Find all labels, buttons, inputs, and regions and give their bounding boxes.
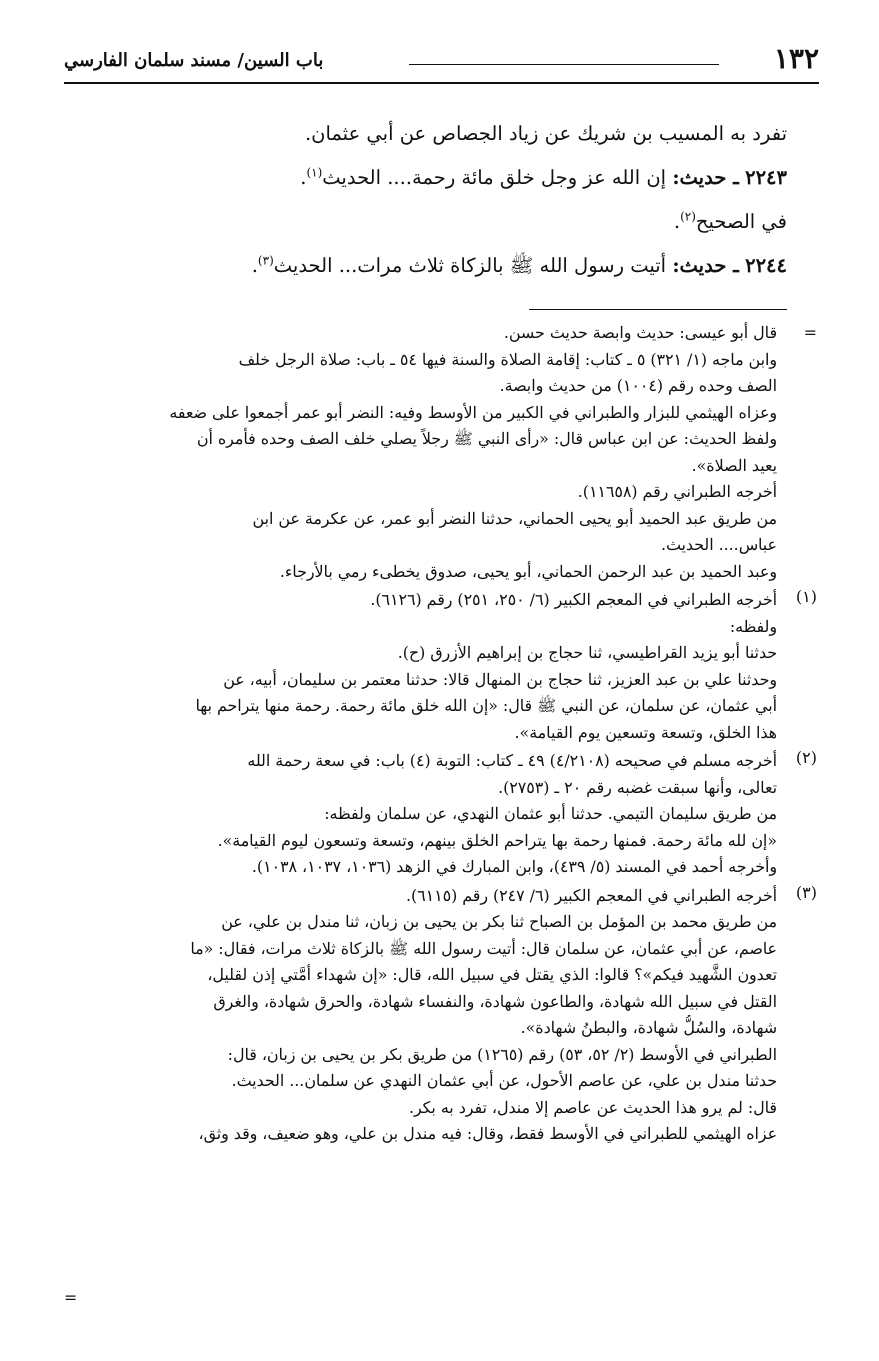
footnote-3 — [64, 883, 819, 1148]
footnote-line: الصف وحده رقم (١٠٠٤) من حديث وابصة. — [499, 376, 777, 395]
footnote-line: الطبراني في الأوسط (٢/ ٥٢، ٥٣) رقم (١٢٦٥) من طريق بكر بن يحيى بن زبان، قال: — [227, 1044, 777, 1064]
footnote-line: تعدون الشَّهيد فيكم»؟ قالوا: الذي يقتل في سبيل الله، قال: «إن شهداء أمَّتي إذن لقليل، — [207, 965, 777, 984]
footnote-line: شهادة، والسُلُّ شهادة، والبطنُ شهادة». — [520, 1018, 777, 1037]
hadith-number: ٢٢٤٣ — [745, 166, 787, 189]
continuation-mark: = — [803, 323, 817, 342]
footnote-line: عزاه الهيثمي للطبراني في الأوسط فقط، وقال: فيه مندل بن علي، وهو ضعيف، وقد وثق، — [198, 1124, 777, 1143]
footnote-line: أخرجه الطبراني في المعجم الكبير (٦/ ٢٤٧) رقم (٦١١٥). — [405, 885, 777, 905]
footnote-line: وعبد الحميد بن عبد الرحمن الحماني، أبو يحيى، صدوق يخطىء رمي بالأرجاء. — [279, 561, 777, 581]
footnotes — [64, 320, 819, 1150]
footnote-line: وأخرجه أحمد في المسند (٥/ ٤٣٩)، وابن المبارك في الزهد (١٠٣٦، ١٠٣٧، ١٠٣٨). — [251, 857, 777, 876]
page-number: ١٣٢ — [773, 42, 819, 75]
footnote-ref: (١) — [306, 165, 323, 180]
footnote-line: قال أبو عيسى: حديث وابصة حديث حسن. — [503, 323, 777, 342]
footnote-line: أبي عثمان، عن سلمان، عن النبي ﷺ قال: «إن الله خلق مائة رحمة. رحمة منها يتراحم بها — [195, 696, 777, 715]
hadith-2244: ٢٢٤٤ ـ حديث: أتيت رسول الله ﷺ بالزكاة ثلاث مرات... الحديث$^{(٣)}$. — [251, 253, 787, 277]
hadith-text: أتيت رسول الله ﷺ بالزكاة ثلاث مرات... الحديث — [273, 254, 667, 277]
page-header — [64, 40, 819, 80]
footnote-line: أخرجه الطبراني في المعجم الكبير (٦/ ٢٥٠، ٢٥١) رقم (٦١٢٦). — [370, 590, 777, 609]
footnote-line: ولفظ الحديث: عن ابن عباس قال: «رأى النبي ﷺ رجلاً يصلي خلف الصف وحده فأمره أن — [196, 429, 777, 448]
header-dash-line — [409, 64, 719, 65]
footnote-1 — [64, 587, 819, 746]
footnote-line: عاصم، عن أبي عثمان، عن سلمان قال: أتيت رسول الله ﷺ بالزكاة ثلاث مرات، فقال: «ما — [190, 938, 777, 958]
footnote-line: وابن ماجه (١/ ٣٢١) ٥ ـ كتاب: إقامة الصلاة والسنة فيها ٥٤ ـ باب: صلاة الرجل خلف — [238, 349, 777, 369]
main-line-3: في الصحيح$^{(٢)}$. — [673, 209, 787, 233]
hadith-2243: ٢٢٤٣ ـ حديث: إن الله عز وجل خلق مائة رحمة.... الحديث$^{(١)}$. — [300, 165, 787, 189]
footnote-continuation — [64, 320, 819, 585]
hadith-number: ٢٢٤٤ — [745, 254, 787, 277]
footnote-line: وحدثنا علي بن عبد العزيز، ثنا حجاج بن المنهال قالا: حدثنا معتمر بن سليمان، أبيه، عن — [223, 669, 777, 689]
footnote-line: «إن لله مائة رحمة. فمنها رحمة بها يتراحم الخلق بينهم، وتسعة وتسعون ليوم القيامة». — [217, 830, 777, 850]
footnote-2 — [64, 748, 819, 881]
hadith-label: ـ حديث: — [672, 254, 739, 277]
running-title: باب السين/ مسند سلمان الفارسي — [64, 50, 324, 71]
footnote-line: يعيد الصلاة». — [691, 455, 777, 475]
footnote-line: هذا الخلق، وتسعة وتسعين يوم القيامة». — [514, 722, 777, 742]
hadith-text: إن الله عز وجل خلق مائة رحمة.... الحديث — [322, 166, 667, 189]
footnote-marker: (١) — [795, 587, 817, 606]
footnote-line: وعزاه الهيثمي للبزار والطبراني في الكبير من الأوسط وفيه: النضر أبو عمر أجمعوا على ضعفه — [169, 402, 777, 422]
footnote-line: حدثنا مندل بن علي، عن عاصم الأحول، عن أبي عثمان النهدي عن سلمان... الحديث. — [231, 1071, 777, 1090]
footnote-line: من طريق عبد الحميد أبو يحيى الحماني، حدثنا النضر أبو عمر، عن عكرمة عن ابن — [252, 508, 777, 528]
footnote-separator — [529, 309, 787, 310]
footnote-line: ولفظه: — [729, 616, 777, 636]
footnote-line: قال: لم يرو هذا الحديث عن عاصم إلا مندل، تفرد به بكر. — [408, 1097, 777, 1117]
footnote-line: أخرجه الطبراني رقم (١١٦٥٨). — [577, 482, 777, 501]
main-line-1: تفرد به المسيب بن شريك عن زياد الجصاص عن أبي عثمان. — [304, 122, 787, 145]
header-rule — [64, 82, 819, 84]
footnote-marker: (٢) — [795, 748, 817, 767]
footnote-line: حدثنا أبو يزيد القراطيسي، ثنا حجاج بن إبراهيم الأزرق (ح). — [397, 643, 777, 662]
footnote-line: من طريق سليمان التيمي. حدثنا أبو عثمان النهدي، عن سلمان ولفظه: — [324, 804, 777, 823]
footnote-line: تعالى، وأنها سبقت غضبه رقم ٢٠ ـ (٢٧٥٣). — [498, 777, 777, 797]
footnote-line: القتل في سبيل الله شهادة، والطاعون شهادة، والنفساء شهادة، والحرق شهادة، والغرق — [213, 991, 777, 1011]
footnote-line: عباس.... الحديث. — [660, 535, 777, 554]
footnote-marker: (٣) — [795, 882, 817, 902]
footnote-ref: (٢) — [680, 209, 696, 224]
hadith-label: ـ حديث: — [672, 166, 739, 189]
main-text — [90, 112, 787, 288]
footnote-line: أخرجه مسلم في صحيحه (٤/٢١٠٨) ٤٩ ـ كتاب: التوبة (٤) باب: في سعة رحمة الله — [247, 751, 777, 770]
continuation-mark-end: = — [64, 1288, 78, 1307]
footnote-line: من طريق محمد بن المؤمل بن الصباح ثنا بكر بن يحيى بن زبان، ثنا مندل بن علي، عن — [221, 912, 777, 931]
footnote-ref: (٣) — [257, 253, 274, 268]
